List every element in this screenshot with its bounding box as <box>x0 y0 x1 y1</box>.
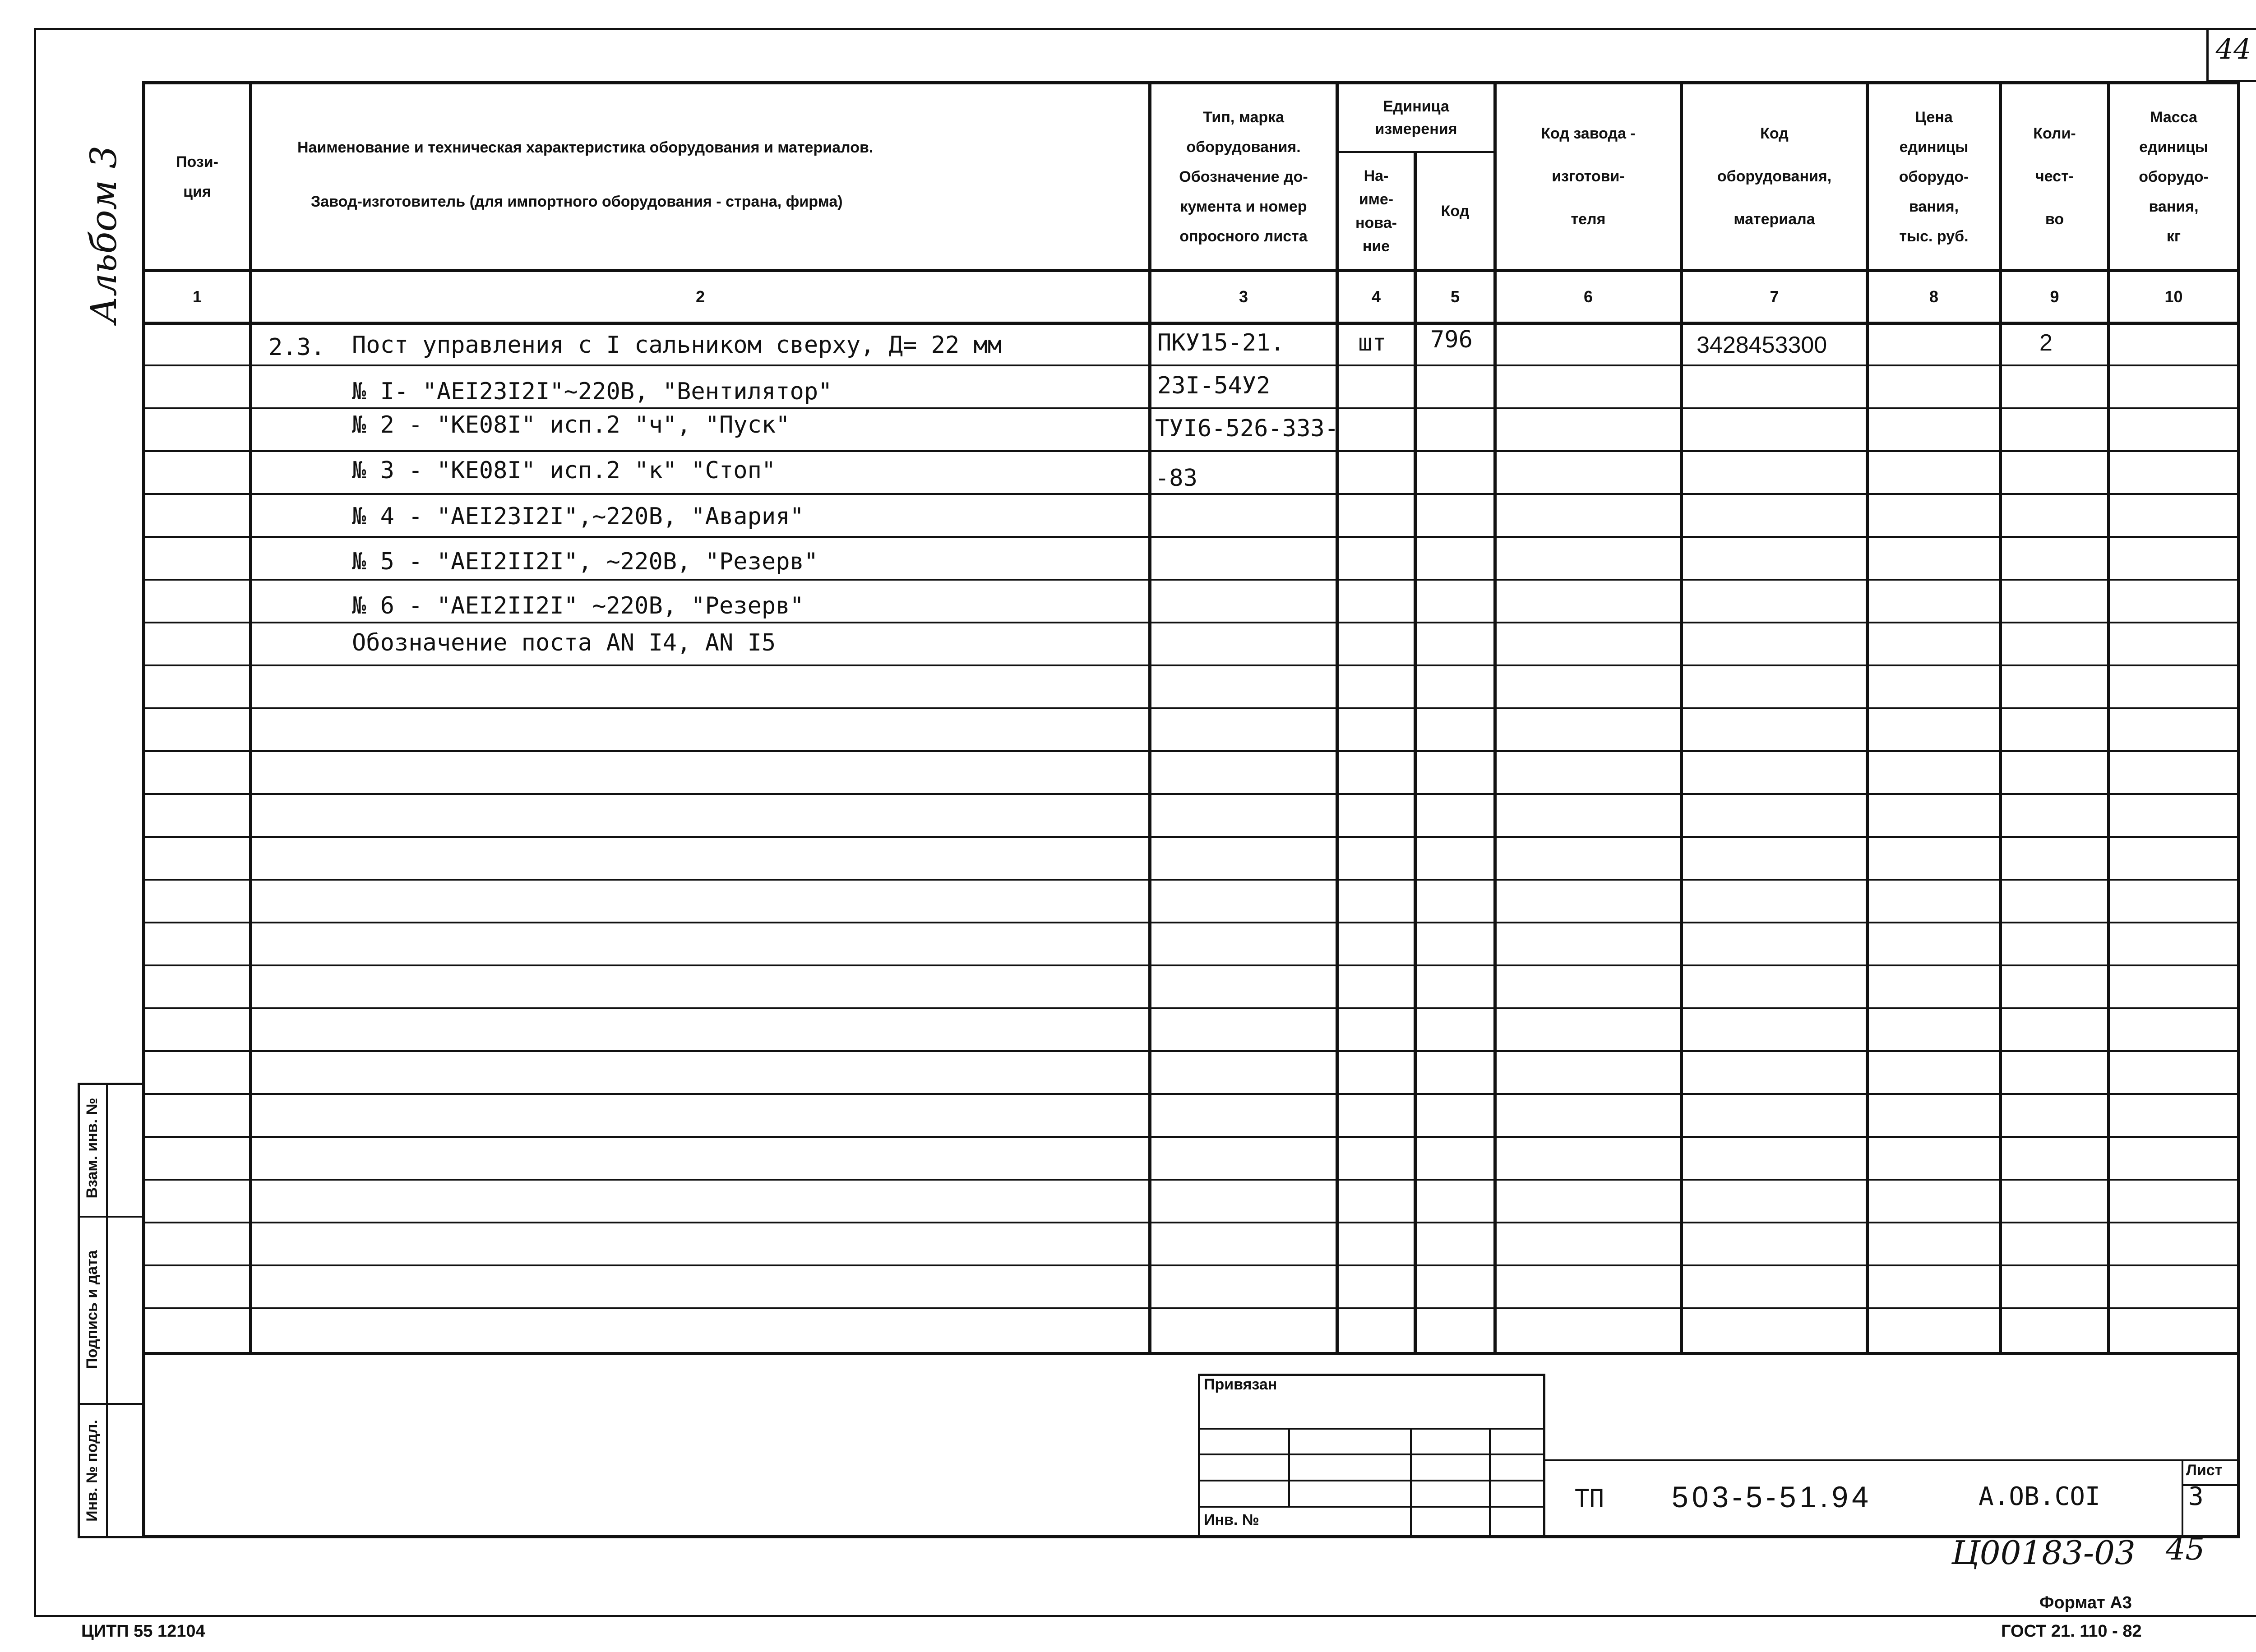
row-line-2 <box>142 407 2240 409</box>
row-line-4 <box>142 493 2240 495</box>
col-line-1 <box>249 81 252 1353</box>
col-line-6 <box>1680 81 1683 1353</box>
bind-block-line-2 <box>1198 1454 1545 1455</box>
title-block-list-divider <box>2182 1459 2183 1538</box>
row-line-12 <box>142 836 2240 838</box>
bind-block-line-1 <box>1198 1428 1545 1430</box>
row-line-5 <box>142 536 2240 538</box>
col-number-1: 1 <box>192 287 202 306</box>
row-3-name: № 2 - "КЕ08I" исп.2 "ч", "Пуск" <box>352 411 790 438</box>
header-equipment-code: Код оборудования, материала <box>1717 125 1832 228</box>
col-number-3: 3 <box>1239 287 1248 306</box>
side-stamp-divider <box>106 1083 108 1538</box>
row-line-10 <box>142 750 2240 752</box>
header-unit-name: На- име- нова- ние <box>1355 167 1397 255</box>
row-line-1 <box>142 365 2240 366</box>
album-label: Альбом 3 <box>83 145 125 324</box>
row-1-unit: шт <box>1358 329 1387 356</box>
side-stamp-vzam: Взам. инв. № <box>83 1098 101 1199</box>
header-name: Наименование и техническая характеристика оборудования и материалов. Завод-изготовитель (для импортного оборудования - страна, фирма) <box>297 139 874 210</box>
top-sheet-number: 44 <box>2215 32 2251 65</box>
col-line-3 <box>1336 81 1339 1353</box>
row-line-20 <box>142 1179 2240 1181</box>
header-plant-code: Код завода - изготови- теля <box>1541 125 1636 228</box>
row-1-position: 2.3. <box>268 334 325 361</box>
header-quantity: Коли- чест- во <box>2033 125 2076 228</box>
row-1-equipment-code: 3428453300 <box>1697 332 1827 358</box>
row-line-17 <box>142 1050 2240 1052</box>
bind-block-col-2 <box>1410 1428 1412 1538</box>
row-line-23 <box>142 1307 2240 1309</box>
row-2-type: 23I-54У2 <box>1157 372 1271 399</box>
row-6-name: № 5 - "АЕI2II2I", ~220В, "Резерв" <box>352 548 818 575</box>
title-block-top-line <box>1545 1459 2240 1461</box>
row-line-21 <box>142 1222 2240 1223</box>
row-line-16 <box>142 1007 2240 1009</box>
bind-block-label: Привязан <box>1204 1376 1277 1393</box>
header-unit-code: Код <box>1441 202 1470 220</box>
row-1-quantity: 2 <box>2039 330 2053 356</box>
header-type: Тип, марка оборудования. Обозначение до- кумента и номер опросного листа <box>1179 108 1308 245</box>
row-3-type: ТУI6-526-333- <box>1155 415 1339 442</box>
col-line-4 <box>1414 151 1417 1353</box>
col-number-9: 9 <box>2050 287 2059 306</box>
row-line-6 <box>142 579 2240 581</box>
row-line-3 <box>142 450 2240 452</box>
row-line-7 <box>142 622 2240 623</box>
col-line-2 <box>1148 81 1151 1353</box>
row-5-name: № 4 - "АЕI23I2I",~220В, "Авария" <box>352 503 804 530</box>
col-number-4: 4 <box>1371 287 1381 306</box>
header-unit: Единица измерения <box>1375 98 1457 138</box>
bind-block-line-4 <box>1198 1506 1545 1508</box>
handwritten-code: Ц00183-03 <box>1951 1534 2136 1572</box>
bind-block-line-3 <box>1198 1480 1545 1481</box>
col-line-7 <box>1866 81 1869 1353</box>
col-number-8: 8 <box>1929 287 1939 306</box>
row-1-name: Пост управления с I сальником сверху, Д= 22 мм <box>352 332 1002 359</box>
row-line-19 <box>142 1136 2240 1138</box>
title-block-list-value: 3 <box>2188 1482 2204 1511</box>
row-2-name: № I- "АЕI23I2I"~220В, "Вентилятор" <box>352 378 832 405</box>
header-position: Пози- ция <box>176 153 218 200</box>
col-number-7: 7 <box>1770 287 1779 306</box>
footer-format: Формат А3 <box>2039 1593 2132 1612</box>
row-4-name: № 3 - "КЕ08I" исп.2 "к" "Стоп" <box>352 457 776 484</box>
row-line-8 <box>142 664 2240 666</box>
col-line-5 <box>1493 81 1497 1353</box>
row-line-15 <box>142 964 2240 966</box>
bind-block-inv-no: Инв. № <box>1204 1511 1259 1528</box>
col-line-8 <box>1999 81 2002 1353</box>
table-body-bottom <box>142 1352 2240 1355</box>
col-number-5: 5 <box>1450 287 1460 306</box>
row-line-18 <box>142 1093 2240 1095</box>
col-number-2: 2 <box>695 287 705 306</box>
row-line-22 <box>142 1264 2240 1266</box>
number-row-bottom-line <box>142 322 2240 325</box>
bind-block-col-3 <box>1489 1428 1491 1538</box>
side-stamp-inv-podl: Инв. № подл. <box>83 1420 101 1522</box>
handwritten-page: 45 <box>2166 1532 2205 1567</box>
footer-left: ЦИТП 55 12104 <box>81 1622 205 1641</box>
title-block-tp: ТП <box>1575 1484 1604 1513</box>
title-block-project: 503-5-51.94 <box>1672 1480 1872 1514</box>
row-7-name: № 6 - "АЕI2II2I" ~220В, "Резерв" <box>352 592 804 619</box>
row-line-14 <box>142 922 2240 923</box>
row-1-type: ПКУ15-21. <box>1157 329 1285 356</box>
row-8-name: Обозначение поста АN I4, АN I5 <box>352 629 776 656</box>
footer-gost: ГОСТ 21. 110 - 82 <box>2001 1622 2142 1641</box>
row-line-11 <box>142 793 2240 795</box>
row-1-unit-code: 796 <box>1430 326 1473 353</box>
row-line-13 <box>142 879 2240 881</box>
title-block-list-label: Лист <box>2186 1462 2223 1479</box>
bind-block-col-1 <box>1288 1428 1290 1506</box>
side-stamp-podpis: Подпись и дата <box>83 1250 101 1369</box>
title-block-doc-code: А.ОВ.СОI <box>1979 1482 2100 1511</box>
row-line-9 <box>142 707 2240 709</box>
header-bottom-line <box>142 269 2240 272</box>
header-price: Цена единицы оборудо- вания, тыс. руб. <box>1899 108 1969 245</box>
row-4-type: -83 <box>1155 465 1197 492</box>
col-number-10: 10 <box>2164 287 2183 306</box>
col-line-9 <box>2107 81 2110 1353</box>
header-mass: Масса единицы оборудо- вания, кг <box>2139 108 2209 245</box>
col-number-6: 6 <box>1583 287 1593 306</box>
